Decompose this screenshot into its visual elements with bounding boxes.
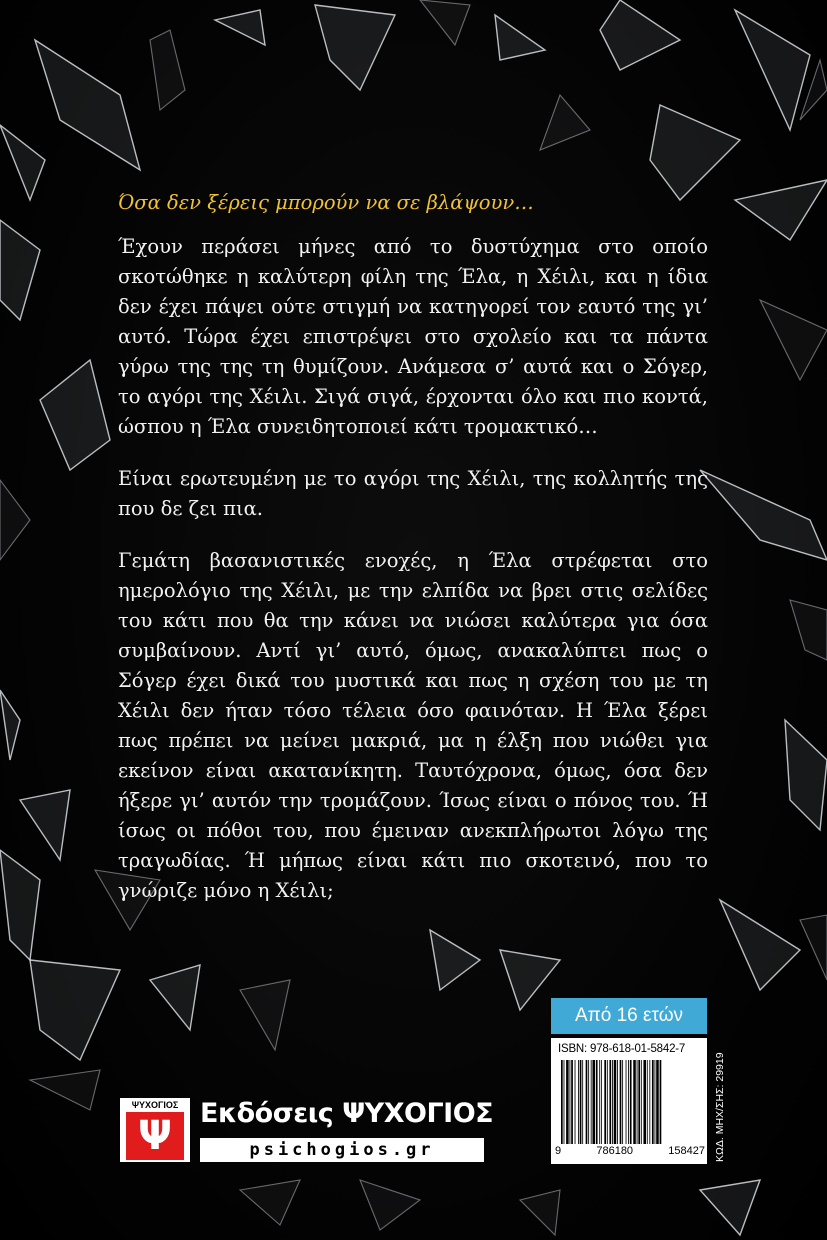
blurb-paragraph-1: Έχουν περάσει μήνες από το δυστύχημα στο οποίο σκοτώθηκε η καλύτερη φίλη της Έλα, η Χέιλι, και η ίδια δεν έχει πάψει ούτε στιγμή να κατηγορεί τον εαυτό της γι’ αυτό. Τώρα έχει επιστρέψει στο σχολείο και τα πάντα γύρω της της τη θυμίζουν. Ανάμεσα σ’ αυτά και ο Σόγερ, το αγόρι της Χέιλι. Σιγά σιγά, έρχονται όλο και πιο κοντά, ώσπου η Έλα συνειδητοποιεί κάτι τρομακτικό… [118, 235, 708, 438]
glass-shard [0, 480, 30, 560]
glass-shard [30, 960, 120, 1060]
publisher-website: psichogios.gr [200, 1138, 484, 1162]
glass-shard [720, 900, 800, 990]
glass-shard [430, 930, 480, 990]
publisher-logo [120, 1098, 190, 1162]
glass-shard [240, 980, 290, 1050]
glass-shard [785, 720, 827, 830]
glass-shard [650, 105, 740, 200]
tagline: Όσα δεν ξέρεις μπορούν να σε βλάψουν… [118, 191, 534, 214]
glass-shard [700, 470, 827, 560]
glass-shard [0, 220, 40, 320]
glass-shard [735, 10, 810, 130]
glass-shard [600, 0, 680, 70]
age-rating-badge: Από 16 ετών [551, 998, 707, 1034]
glass-shard [540, 95, 590, 150]
barcode-bar [592, 1060, 595, 1144]
barcode-bar [571, 1060, 573, 1144]
barcode-bar [588, 1060, 589, 1144]
barcode-bar [561, 1060, 563, 1144]
barcode-bar [612, 1060, 613, 1144]
glass-shard [360, 1180, 420, 1230]
glass-shard [0, 690, 20, 760]
glass-shard [35, 40, 140, 170]
glass-shard [420, 0, 470, 45]
glass-shard [700, 1180, 760, 1235]
barcode-bar [617, 1060, 618, 1144]
barcode-bars [561, 1060, 697, 1144]
blurb-paragraph-3: Γεμάτη βασανιστικές ενοχές, η Έλα στρέφεται στο ημερολόγιο της Χέιλι, με την ελπίδα να βρει στις σελίδες του κάτι που θα την κάνει να νιώσει καλύτερα για όσα συμβαίνουν. Αντί γι’ αυτό, όμως, ανακαλύπτει πως ο Σόγερ έχει δικά του μυστικά και πως η σχέση του με τη Χέιλι δεν ήταν τόσο τέλεια όσο φαινόταν. Η Έλα ξέρει πως πρέπει να μείνει μακριά, μα η έλξη που νιώθει για εκείνον είναι ακατανίκητη. Ταυτόχρονα, όμως, όσα δεν ήξερε γι’ αυτόν την τρομάζουν. Ίσως είναι ο πόνος του. Ή ίσως οι πόθοι του, που έμειναν ανεκπλήρωτοι λόγω της τραγωδίας. Ή μήπως είναι κάτι πιο σκοτεινό, που το γνώριζε μόνο η Χέιλι; [118, 549, 708, 902]
barcode-bar [633, 1060, 636, 1144]
barcode-digits [555, 1145, 705, 1157]
glass-shard [520, 1190, 560, 1235]
barcode-bar [647, 1060, 648, 1144]
barcode-bar [596, 1060, 598, 1144]
barcode-bar [580, 1060, 582, 1144]
barcode-bar [652, 1060, 654, 1144]
barcode-bar [630, 1060, 632, 1144]
barcode-bar [564, 1060, 565, 1144]
barcode-bar [638, 1060, 640, 1144]
glass-shard [315, 5, 395, 90]
glass-shard [0, 125, 45, 200]
glass-shard [800, 915, 827, 980]
barcode-bar [578, 1060, 579, 1144]
barcode-bar [601, 1060, 602, 1144]
barcode-bar [575, 1060, 576, 1144]
barcode-bar [604, 1060, 606, 1144]
barcode-bar [655, 1060, 656, 1144]
publisher-name: Εκδόσεις ΨΥΧΟΓΙΟΣ [200, 1098, 494, 1129]
barcode-bar [626, 1060, 627, 1144]
barcode-bar [637, 1060, 638, 1144]
psi-logo-icon: Ψ [126, 1112, 184, 1160]
barcode-bar [660, 1060, 662, 1144]
barcode-bar [591, 1060, 592, 1144]
glass-shard [150, 30, 185, 110]
glass-shard [760, 300, 827, 380]
barcode-bar [622, 1060, 623, 1144]
glass-shard [495, 15, 545, 60]
publisher-logo-text: ΨΥΧΟΓΙΟΣ [131, 1100, 179, 1110]
blurb-paragraph-2: Είναι ερωτευμένη με το αγόρι της Χέιλι, της κολλητής της που δε ζει πια. [118, 467, 708, 520]
barcode-bar [649, 1060, 650, 1144]
product-code-text: ΚΩΔ. ΜΗΧ/ΣΗΣ: 29919 [714, 1052, 726, 1162]
barcode-bar [566, 1060, 569, 1144]
barcode-bar [609, 1060, 611, 1144]
glass-shard [150, 965, 200, 1030]
barcode-bar [607, 1060, 608, 1144]
glass-shard [30, 1070, 100, 1110]
barcode-digit-first: 9 [555, 1145, 562, 1157]
glass-shard [240, 1180, 300, 1225]
glass-shard [735, 180, 827, 240]
glass-shard [0, 850, 40, 960]
barcode-bar [641, 1060, 642, 1144]
barcode-bar [614, 1060, 617, 1144]
barcode-bar [599, 1060, 600, 1144]
barcode-bar [656, 1060, 659, 1144]
barcode-bar [643, 1060, 646, 1144]
barcode-panel [551, 1038, 707, 1164]
barcode-bar [620, 1060, 622, 1144]
glass-shard [20, 790, 70, 860]
barcode-bar [582, 1060, 583, 1144]
isbn-label: ISBN: 978-618-01-5842-7 [558, 1043, 686, 1055]
glass-shard [40, 360, 110, 470]
blurb [118, 188, 708, 928]
barcode-bar [570, 1060, 571, 1144]
barcode-bar [586, 1060, 588, 1144]
barcode-bar [628, 1060, 629, 1144]
product-code [704, 902, 726, 1162]
glass-shard [790, 600, 827, 660]
barcode-digits-left: 786180 [596, 1145, 634, 1157]
barcode-digits-right: 158427 [668, 1145, 705, 1157]
glass-shard [215, 10, 265, 45]
